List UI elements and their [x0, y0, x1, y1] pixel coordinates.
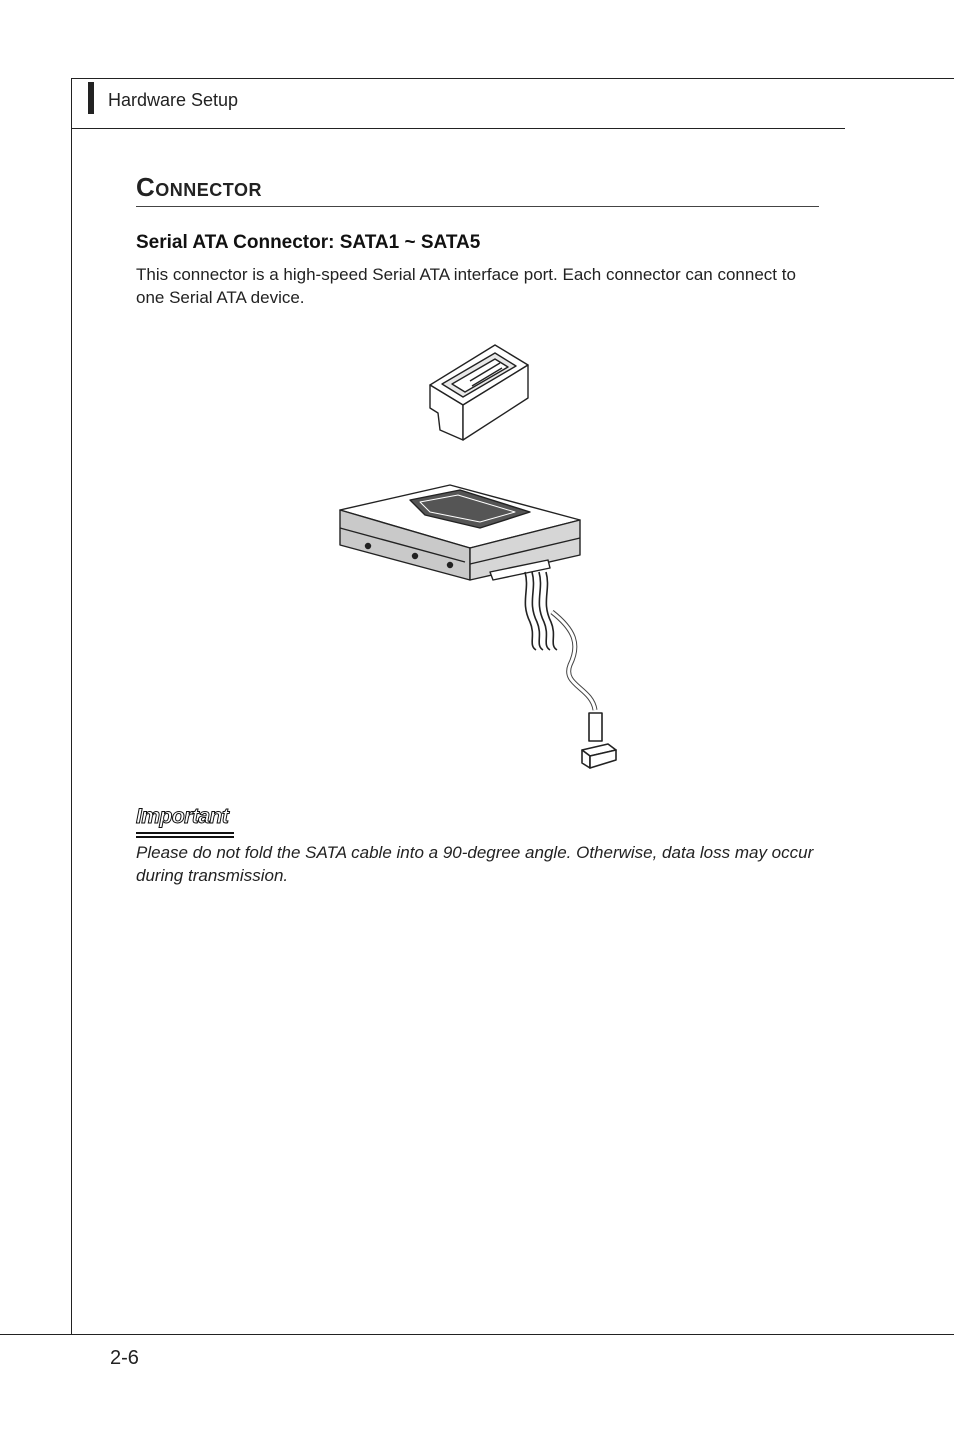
page-number: 2-6 — [110, 1347, 139, 1369]
subsection-title: Serial ATA Connector: SATA1 ~ SATA5 — [136, 232, 481, 253]
header-marker-bar — [88, 82, 94, 114]
important-note: Please do not fold the SATA cable into a 90-degree angle. Otherwise, data loss may occur during transmission. — [136, 843, 814, 885]
header-bottom-rule — [71, 128, 845, 129]
hard-drive-icon — [340, 485, 580, 580]
left-margin-rule — [71, 78, 72, 1335]
running-header: Hardware Setup — [108, 90, 239, 110]
important-label: Important — [136, 805, 229, 828]
sata-port-icon — [430, 345, 528, 440]
sata-cable-icon — [525, 572, 616, 768]
section-title-rule — [136, 206, 819, 207]
important-underline-1 — [136, 832, 234, 834]
sata-figure — [330, 340, 630, 775]
description-paragraph: This connector is a high-speed Serial ATA interface port. Each connector can connect to one Serial ATA device. — [136, 265, 796, 307]
header-top-rule — [71, 78, 954, 79]
important-underline-2 — [136, 836, 234, 838]
footer-rule — [0, 1334, 954, 1335]
section-title: Connector — [136, 172, 262, 202]
